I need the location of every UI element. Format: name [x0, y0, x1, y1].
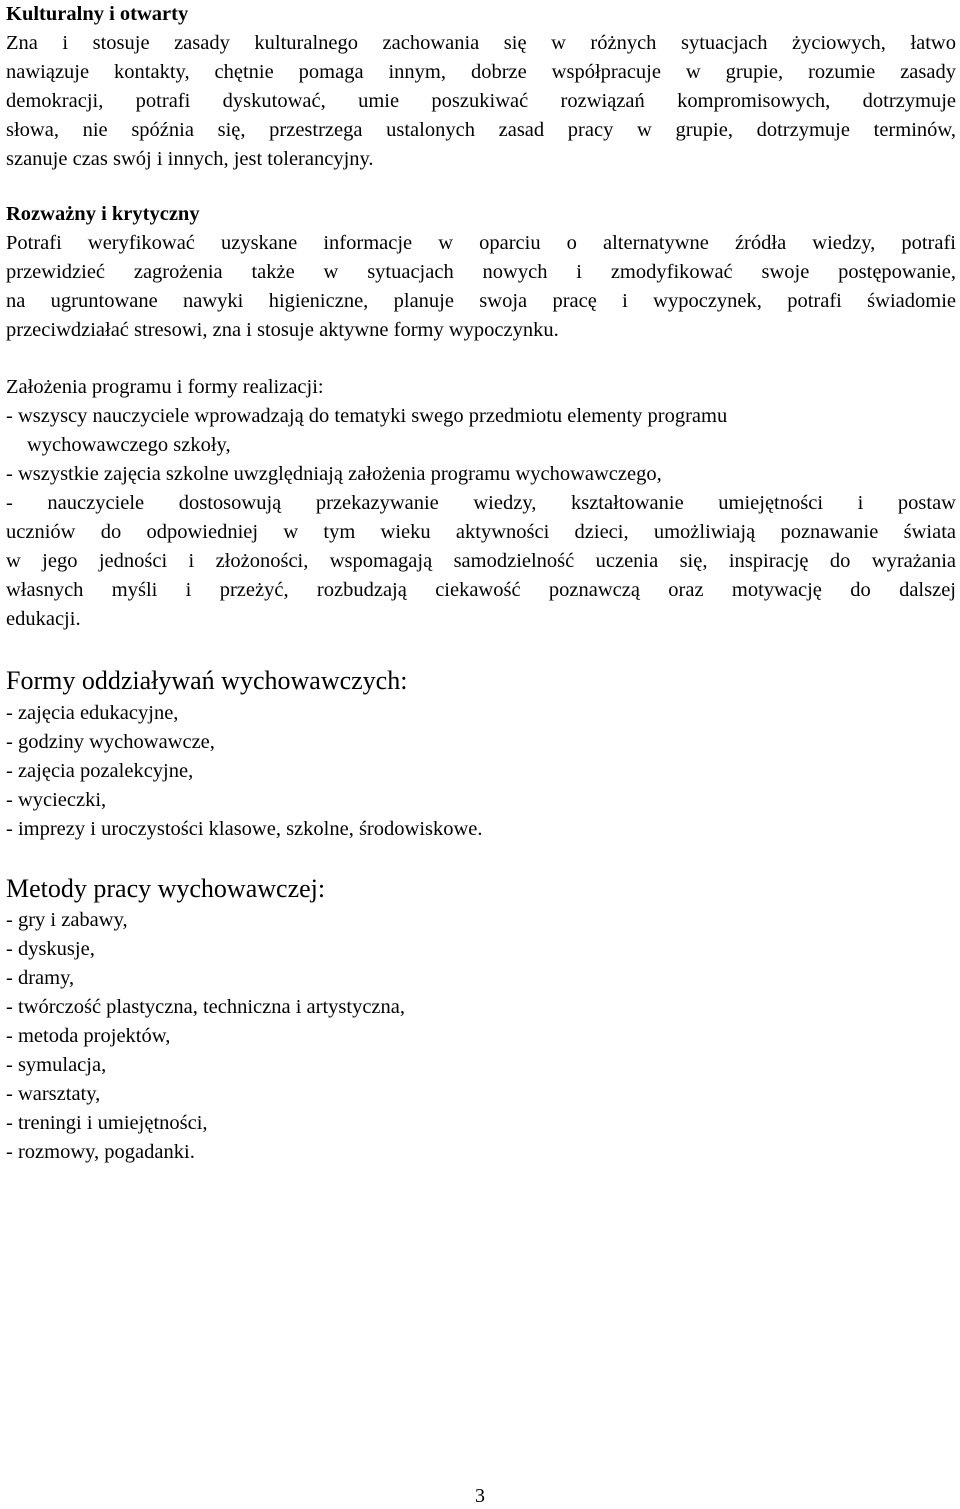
list-item: - wycieczki,: [6, 789, 107, 811]
paragraph-line: Zna i stosuje zasady kulturalnego zachowania się w różnych sytuacjach życiowych, łatwo: [6, 32, 956, 54]
paragraph-line: Potrafi weryfikować uzyskane informacje w oparciu o alternatywne źródła wiedzy, potrafi: [6, 232, 956, 254]
list-item: - wszyscy nauczyciele wprowadzają do tematyki swego przedmiotu elementy programu: [6, 405, 728, 427]
list-item: - rozmowy, pogadanki.: [6, 1141, 195, 1163]
list-item: - dyskusje,: [6, 938, 95, 960]
list-item: - treningi i umiejętności,: [6, 1112, 208, 1134]
section-heading: Formy oddziaływań wychowawczych:: [6, 666, 408, 695]
list-item: - zajęcia edukacyjne,: [6, 702, 179, 724]
list-item: - symulacja,: [6, 1054, 107, 1076]
list-item-continuation: własnych myśli i przeżyć, rozbudzają ciekawość poznawczą oraz motywację do dalszej: [6, 579, 956, 601]
paragraph-line: słowa, nie spóźnia się, przestrzega ustalonych zasad pracy w grupie, dotrzymuje terminów,: [6, 119, 956, 141]
paragraph-line: demokracji, potrafi dyskutować, umie poszukiwać rozwiązań kompromisowych, dotrzymuje: [6, 90, 956, 112]
list-item: - warsztaty,: [6, 1083, 101, 1105]
section-heading: Metody pracy wychowawczej:: [6, 874, 326, 903]
list-item: - godziny wychowawcze,: [6, 731, 215, 753]
list-item-continuation: wychowawczego szkoły,: [27, 434, 231, 456]
list-item-continuation: w jego jedności i złożoności, wspomagają samodzielność uczenia się, inspirację do wyrażania: [6, 550, 956, 572]
section-title: Kulturalny i otwarty: [6, 3, 189, 25]
list-item: - imprezy i uroczystości klasowe, szkolne, środowiskowe.: [6, 818, 483, 840]
page-number: 3: [475, 1485, 485, 1507]
list-item: - twórczość plastyczna, techniczna i artystyczna,: [6, 996, 405, 1018]
list-item-continuation: edukacji.: [6, 608, 81, 630]
list-item-continuation: uczniów do odpowiedniej w tym wieku aktywności dzieci, umożliwiają poznawanie świata: [6, 521, 956, 543]
paragraph-line: szanuje czas swój i innych, jest tolerancyjny.: [6, 148, 374, 170]
section-title: Założenia programu i formy realizacji:: [6, 376, 324, 398]
list-item: - dramy,: [6, 967, 75, 989]
list-item: - wszystkie zajęcia szkolne uwzględniają założenia programu wychowawczego,: [6, 463, 662, 485]
list-item: - gry i zabawy,: [6, 909, 128, 931]
paragraph-line: na ugruntowane nawyki higieniczne, planuje swoja pracę i wypoczynek, potrafi świadomie: [6, 290, 956, 312]
list-item: - zajęcia pozalekcyjne,: [6, 760, 194, 782]
section-title: Rozważny i krytyczny: [6, 203, 200, 225]
list-item: - nauczyciele dostosowują przekazywanie wiedzy, kształtowanie umiejętności i postaw: [6, 492, 956, 514]
paragraph-line: nawiązuje kontakty, chętnie pomaga innym, dobrze współpracuje w grupie, rozumie zasady: [6, 61, 956, 83]
paragraph-line: przewidzieć zagrożenia także w sytuacjach nowych i zmodyfikować swoje postępowanie,: [6, 261, 956, 283]
paragraph-line: przeciwdziałać stresowi, zna i stosuje aktywne formy wypoczynku.: [6, 319, 559, 341]
list-item: - metoda projektów,: [6, 1025, 171, 1047]
